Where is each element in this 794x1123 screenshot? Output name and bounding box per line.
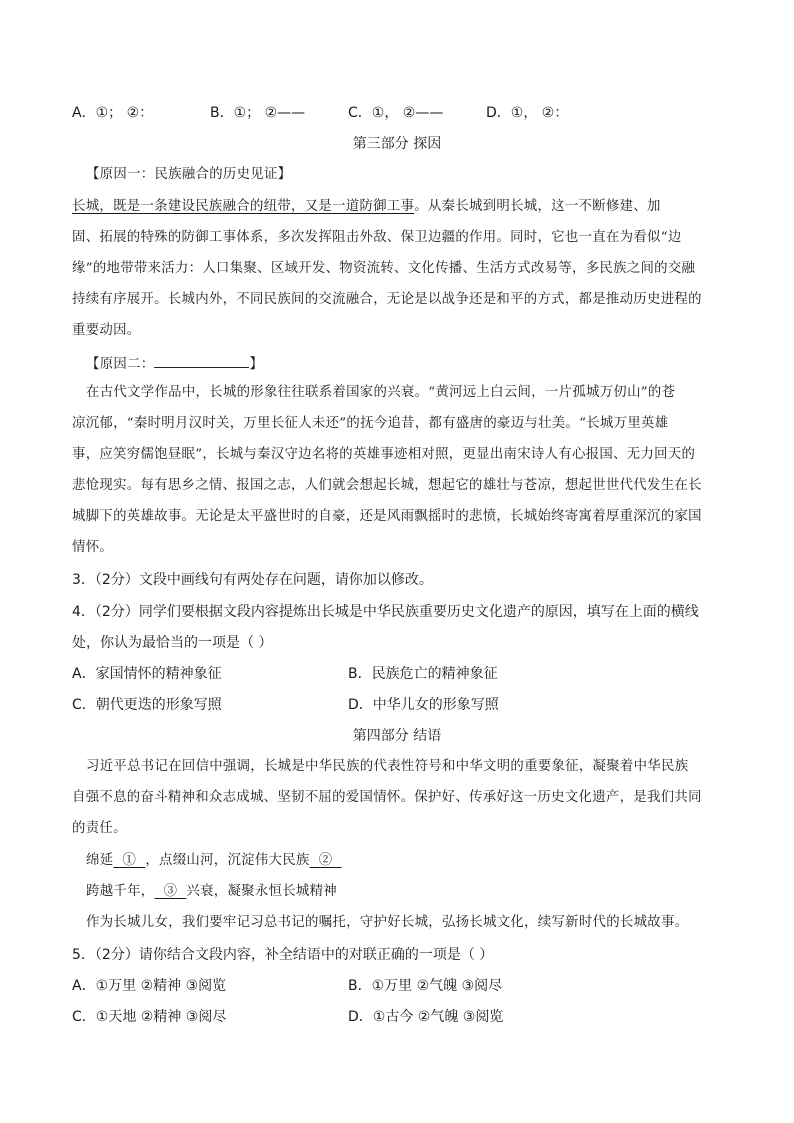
paragraph2-line1: 在古代文学作品中，长城的形象往往联系着国家的兴衰。“黄河远上白云间，一片孤城万仞山”的苍 xyxy=(86,385,676,400)
q5-option-b[interactable]: B．①万里 ②气魄 ③阅尽 xyxy=(348,978,503,994)
couplet1-text-a: 绵延 xyxy=(86,853,114,868)
couplet-blank-2: ② xyxy=(309,853,342,868)
top-option-b: B．①； ②—— xyxy=(210,105,306,121)
q4-option-c[interactable]: C．朝代更迭的形象写照 xyxy=(72,697,222,713)
q5-option-c[interactable]: C．①天地 ②精神 ③阅尽 xyxy=(72,1009,227,1025)
paragraph1-line1 xyxy=(72,198,722,216)
reason2-prefix: 【原因二： xyxy=(86,357,155,372)
paragraph2-line6: 情怀。 xyxy=(72,540,114,555)
top-option-d: D．①， ②： xyxy=(486,105,569,121)
paragraph2-line5: 城脚下的英雄故事。无论是太平盛世时的自豪，还是风雨飘摇时的悲愤，长城始终寄寓着厚重深沉的家国 xyxy=(72,509,702,524)
paragraph2-line4: 悲怆现实。每有思乡之情、报国之志，人们就会想起长城，想起它的雄壮与苍凉，想起世世代代发生在长 xyxy=(72,478,702,493)
question-4-line1: 4．（2分）同学们要根据文段内容提炼出长城是中华民族重要历史文化遗产的原因，填写在上面的横线 xyxy=(72,604,699,620)
reason2-heading xyxy=(86,353,736,374)
reason1-heading: 【原因一：民族融合的历史见证】 xyxy=(86,167,292,182)
part4-line3: 的责任。 xyxy=(72,821,127,836)
paragraph1-line5: 重要动因。 xyxy=(72,323,141,338)
couplet-blank-1: ① xyxy=(113,853,146,868)
paragraph1-line4: 持续有序展开。长城内外，不同民族间的交流融合，无论是以战争还是和平的方式，都是推动历史进程的 xyxy=(72,292,702,307)
closing-line: 作为长城儿女，我们要牢记习总书记的嘱托，守护好长城，弘扬长城文化，续写新时代的长城故事。 xyxy=(86,915,689,930)
q5-option-a[interactable]: A．①万里 ②精神 ③阅览 xyxy=(72,978,227,994)
q4-option-d[interactable]: D．中华儿女的形象写照 xyxy=(348,697,499,713)
part4-title: 第四部分 结语 xyxy=(352,728,442,744)
paragraph1-line2: 固、拓展的特殊的防御工事体系，多次发挥阻击外敌、保卫边疆的作用。同时，它也一直在为看似“边 xyxy=(72,230,682,245)
top-option-a: A．①； ②： xyxy=(72,105,154,121)
paragraph1-line3: 缘”的地带带来活力：人口集聚、区域开发、物资流转、文化传播、生活方式改易等，多民族之间的交融 xyxy=(72,261,696,276)
q5-option-d[interactable]: D．①古今 ②气魄 ③阅览 xyxy=(348,1009,504,1025)
reason2-suffix: 】 xyxy=(249,357,264,372)
question-4-line2: 处，你认为最恰当的一项是（ ） xyxy=(72,635,273,651)
q4-option-a[interactable]: A．家国情怀的精神象征 xyxy=(72,666,222,682)
couplet-line2 xyxy=(86,883,736,901)
top-option-c: C．①， ②—— xyxy=(348,105,444,121)
part4-line2: 自强不息的奋斗精神和众志成城、坚韧不屈的爱国情怀。保护好、传承好这一历史文化遗产，是我们共同 xyxy=(72,790,702,805)
q4-option-b[interactable]: B．民族危亡的精神象征 xyxy=(348,666,498,682)
paragraph2-line3: 事，应笑穷儒饱昼眠”，长城与秦汉守边名将的英雄事迹相对照，更显出南宋诗人有心报国、无力回天的 xyxy=(72,447,696,462)
reason2-blank[interactable] xyxy=(154,353,249,368)
underlined-sentence: 长城，既是一条建设民族融合的纽带，又是一道防御工事 xyxy=(72,199,415,214)
couplet1-text-b: ，点缀山河，沉淀伟大民族 xyxy=(145,853,310,868)
question-5: 5．（2分）请你结合文段内容，补全结语中的对联正确的一项是（ ） xyxy=(72,947,494,963)
part4-line1: 习近平总书记在回信中强调，长城是中华民族的代表性符号和中华文明的重要象征，凝聚着中华民族 xyxy=(86,759,689,774)
couplet2-text-b: 兴衰，凝聚永恒长城精神 xyxy=(186,884,337,899)
couplet-blank-3: ③ xyxy=(154,884,187,899)
paragraph2-line2: 凉沉郁，“秦时明月汉时关，万里长征人未还”的抚今追昔，都有盛唐的豪迈与壮美。“长城万里英雄 xyxy=(72,416,669,431)
question-3: 3．（2分）文段中画线句有两处存在问题，请你加以修改。 xyxy=(72,572,433,588)
couplet-line1 xyxy=(86,852,736,870)
couplet2-text-a: 跨越千年， xyxy=(86,884,155,899)
part3-title: 第三部分 探因 xyxy=(352,136,442,152)
paragraph1-line1-rest: 。从秦长城到明长城，这一不断修建、加 xyxy=(414,199,661,214)
